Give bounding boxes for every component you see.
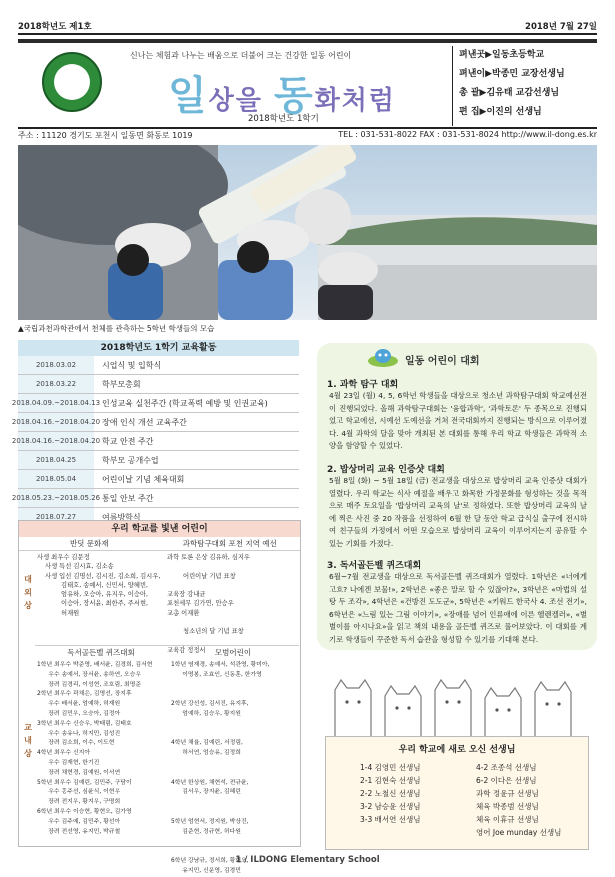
schedule-row xyxy=(11,489,299,508)
awards-head-right: 과학탐구대회 포천 지역 예선 xyxy=(182,539,277,548)
awards-side-external: 대 외 상 xyxy=(24,575,32,610)
schedule-event: 학부모 공개수업 xyxy=(102,455,159,465)
school-logo xyxy=(42,52,102,112)
title-part-b: 상을 xyxy=(208,86,274,116)
schedule-date: 2018.05.04 xyxy=(18,470,94,488)
issue-number: 2018학년도 제1호 xyxy=(18,22,92,32)
schedule-table xyxy=(11,340,299,527)
school-address: 주소 : 11120 경기도 포천시 일동면 화동로 1019 xyxy=(18,131,193,140)
schedule-row xyxy=(11,432,299,451)
schedule-event: 장애 인식 개선 교육주간 xyxy=(102,417,187,427)
top-rule xyxy=(18,33,597,35)
schedule-date: 2018.04.16.~2018.04.20 xyxy=(18,432,94,450)
publisher-line: 편 집▶이진의 선생님 xyxy=(459,107,542,117)
title-part-c: 동 xyxy=(273,73,315,119)
schedule-event: 여름방학식 xyxy=(102,512,141,522)
schedule-row xyxy=(18,375,299,394)
masthead-rule xyxy=(18,127,597,129)
schedule-date: 2018.04.16.~2018.04.20 xyxy=(18,413,94,431)
schedule-event: 학교 안전 주간 xyxy=(102,436,154,446)
new-teachers-box xyxy=(325,736,589,850)
schedule-date: 2018.07.27 xyxy=(18,508,94,526)
publisher-line: 펴낸이▶박종민 교장선생님 xyxy=(459,69,565,79)
cats-illustration xyxy=(325,668,587,738)
teachers-column-2: 4-2 조종석 선생님 6-2 이다은 선생님 과학 정윤규 선생님 체육 박종범 선생님 체육 이휴규 선생님 영어 Joe munday 선생님 xyxy=(476,763,562,837)
teachers-column-1: 1-4 김영민 선생님 2-1 김현숙 선생님 2-2 노철신 선생님 3-2 남승윤 선생님 3-3 배서연 선생님 xyxy=(360,763,421,824)
schedule-row xyxy=(18,470,299,489)
schedule-date: 2018.04.09.~2018.04.13 xyxy=(18,394,94,412)
awards-head2-left: 독서골든벨 퀴즈대회 xyxy=(67,648,135,657)
publisher-box xyxy=(452,46,597,126)
schedule-row xyxy=(18,451,299,470)
schedule-row xyxy=(11,394,299,413)
photo-caption: ▲국립과천과학관에서 천체를 관측하는 5학년 학생들의 모습 xyxy=(18,324,215,333)
slogan: 신나는 체험과 나누는 배움으로 더불어 크는 건강한 일동 어린이 xyxy=(130,51,352,60)
news-paragraph: 6월~7월 전교생을 대상으로 독서골든벨 퀴즈대회가 열렸다. 1학년은 «너에게 고흐? 나에겐 보물!», 2학년은 «좋은 말로 할 수 있잖아?», 3학년은 «마법의 설탕 두 조각», 4학년은 «건방진 도도군», 5학년은 «키워드 한국사 4. 조선 전기», 6학년은 «느림 있는 그림 이야기», «장애를 넘어 인류애에 이른 헬렌켈러», «별별이를 아시나요»을 읽고 책의 내용을 골든벨 퀴즈로 풀어보았다. 이 대회를 계기로 학생들이 꾸준한 독서 습관을 형성할 수 있기를 기대해 본다. xyxy=(329,572,587,644)
schedule-event: 인성교육 실천주간 (학교폭력 예방 및 인권교육) xyxy=(102,398,268,408)
logo-year: 1935 xyxy=(63,92,81,99)
newsletter-subtitle: 2018학년도 1학기 xyxy=(248,114,319,124)
cats-icon xyxy=(325,668,587,738)
schedule-event: 통일 안보 주간 xyxy=(102,493,154,503)
telescope-photo xyxy=(18,145,597,320)
awards-external-right: 과학 토론 은상 김유하, 심지우 어린이날 기념 표창 교육장 강내균 포천세무 김가연, 안승우 교총 이재환 청소년의 달 기념 표창 교육감 정정서 xyxy=(167,554,251,654)
school-contact: TEL : 031-531-8022 FAX : 031-531-8024 http://www.il-dong.es.kr xyxy=(338,130,597,139)
awards-side-internal: 교 내 상 xyxy=(24,723,32,758)
address-line xyxy=(18,130,597,141)
contest-news-box xyxy=(317,343,597,650)
awards-external-left: 사생 최우수 김문정 사생 특선 김시효, 김소송 사생 입선 김명선, 김시진, 김소희, 김시우, 김태호, 송예서, 신민서, 양혜빈, 엄유하, 오승아, 유지우, 이승아, 이승아, 장서윤, 최한주, 주서현, 허재원 xyxy=(37,554,161,617)
news-paragraph: 4월 23일 (월) 4, 5, 6학년 학생들을 대상으로 청소년 과학탐구대회 학교예선전이 진행되었다. 올해 과학탐구대회는 '융합과학', '과학토론' 두 종목으로 진행되었고 학교에선, 시예선 도예선을 거쳐 전국대회까지 진행되는 방식으로 이루어졌다. 4월 과학의 달을 맞아 개최된 본 대회를 통해 우리 학교 학생들은 과학적 소양을 함양할 수 있었다. xyxy=(329,391,587,451)
news-heading: 3. 독서골든벨 퀴즈대회 xyxy=(327,561,422,571)
schedule-title: 2018학년도 1학기 교육활동 xyxy=(18,340,299,356)
title-part-a: 일 xyxy=(168,73,209,119)
contest-news-title: 일동 어린이 대회 xyxy=(405,356,480,367)
schedule-row xyxy=(11,413,299,432)
new-teachers-title: 우리 학교에 새로 오신 선생님 xyxy=(398,745,516,755)
awards-title: 우리 학교를 빛낸 어린이 xyxy=(19,521,300,537)
schedule-event: 학부모총회 xyxy=(102,379,141,389)
schedule-date: 2018.03.22 xyxy=(18,375,94,393)
publisher-line: 총 괄▶김유태 교감선생님 xyxy=(459,88,560,98)
awards-head xyxy=(19,537,300,551)
ufo-icon xyxy=(367,347,399,369)
issue-date: 2018년 7월 27일 xyxy=(525,22,597,32)
schedule-row xyxy=(18,356,299,375)
awards-internal-right: 1학년 염재경, 송예서, 석관영, 황미아, 이명봉, 조효인, 신동훈, 한가영 2학년 강선성, 김서진, 유지후, 엄예하, 김승우, 황지원 4학년 채율, 김예린, 서정림, 허서연, 엄승유, 김정희 4학년 한상원, 채현석, 전규윤, 김서우, 장지윤, 김혜린 5학년 엄현서, 정지원, 박상진, 김준현, 정규현, 허다원 6학년 강남규, 정서희, 황현오, 유지민, 신운영, 김경민 xyxy=(171,662,270,874)
awards-box xyxy=(18,520,301,874)
awards-head-left: 반딧 문화재 xyxy=(69,539,109,548)
top-rule-thick xyxy=(18,39,597,43)
page-footer: 1 / ILDONG Elementary School xyxy=(235,855,380,865)
awards-head2 xyxy=(35,645,299,659)
news-heading: 1. 과학 탐구 대회 xyxy=(327,380,399,390)
schedule-event: 어린이날 기념 체육대회 xyxy=(102,474,185,484)
publisher-line: 펴낸곳▶일동초등학교 xyxy=(459,50,545,60)
awards-internal-left: 1학년 최우수 박준영, 배서윤, 김경희, 김서현 우수 송예서, 장서윤, 송하연, 오승우 장려 김경리, 이성현, 조호림, 최명준 2학년 최우수 곽채은, 김명선, 장지후 우수 배서윤, 엄예하, 허재원 장려 김민우, 오승아, 김정아 3학년 최우수 신승우, 박태림, 김태호 우수 송유나, 허지민, 김성진 장려 김소희, 이수, 이도현 4학년 최우수 신지아 우수 김재현, 한기진 장려 채현경, 김예원, 이서연 5학년 최우수 김예린, 김민주, 구담이 우수 홍주선, 심윤식, 이현우 장려 전지우, 황지우, 구명희 6학년 최우수 이승현, 황현오, 김가영 우수 김주예, 김민주, 황선아 장려 전선영, 유지민, 박규철 xyxy=(37,662,153,835)
news-heading: 2. 밥상머리 교육 인증샷 대회 xyxy=(327,465,445,475)
issue-bar xyxy=(18,18,597,32)
news-paragraph: 5월 8일 (화) ~ 5월 18일 (금) 전교생을 대상으로 밥상머리 교육 인증샷 대회가 열렸다. 우리 학교는 식사 예절을 배우고 화목한 가정문화를 형성하는 것을 목적으로 매주 토요일을 '밥상머리 교육의 날'로 정하였다. 또한 밥상머리 교육의 날에 찍은 사진 중 20 작품을 선정하여 6월 한 달 동안 학교 급식실 출구에 전시하여 친구들의 가정에서 어떤 모습으로 밥상머리 교육이 이루어지는지 공유할 수 있는 기회를 가졌다. xyxy=(329,476,587,548)
schedule-event: 시업식 및 입학식 xyxy=(102,360,162,370)
photo-illustration xyxy=(18,145,597,320)
masthead xyxy=(18,46,597,126)
schedule-date: 2018.03.02 xyxy=(18,356,94,374)
schedule-date: 2018.04.25 xyxy=(18,451,94,469)
title-part-d: 화처럼 xyxy=(314,86,396,116)
schedule-date: 2018.05.23.~2018.05.26 xyxy=(18,489,94,507)
awards-head2-right: 모범어린이 xyxy=(214,648,252,657)
